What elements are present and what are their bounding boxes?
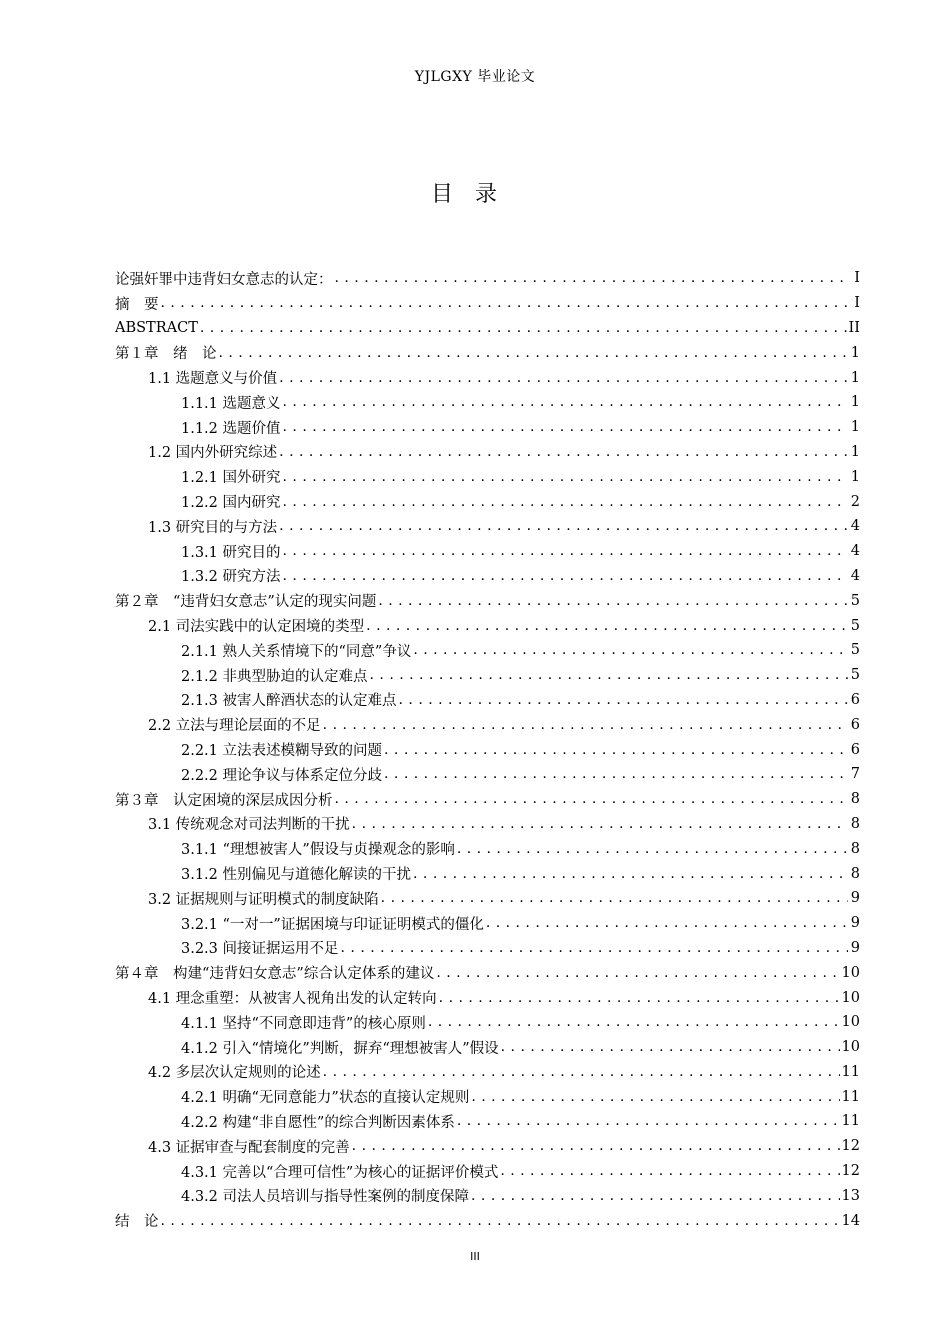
toc-entry-label: 4.2 多层次认定规则的论述 [148,1065,321,1082]
toc-entry-page-number: 8 [850,865,860,882]
table-of-contents [115,266,860,1233]
toc-entry-label: 第３章 认定困境的深层成因分析 [115,792,333,809]
toc-entry-label: 1.1.1 选题意义 [181,395,281,412]
toc-entry[interactable] [115,1060,860,1085]
toc-entry-page-number: 10 [841,1039,860,1056]
toc-entry[interactable] [115,1084,860,1109]
toc-entry-page-number: 5 [850,617,860,634]
toc-entry[interactable] [115,564,860,589]
toc-entry-page-number: 5 [850,642,860,659]
toc-entry-label: 3.2 证据规则与证明模式的制度缺陷 [148,891,379,908]
toc-entry-page-number: 1 [850,419,860,436]
toc-dot-leader [486,914,848,932]
toc-dot-leader [384,741,848,759]
toc-entry-label: 4.3.1 完善以“合理可信性”为核心的证据评价模式 [181,1164,499,1181]
toc-entry-label: 1.2.2 国内研究 [181,495,281,512]
toc-entry-page-number: 5 [850,592,860,609]
toc-entry[interactable] [115,390,860,415]
toc-entry-label: 1.1.2 选题价值 [181,420,281,437]
toc-entry-page-number: 6 [850,741,860,758]
toc-entry[interactable] [115,663,860,688]
toc-entry-label: 2.1.1 熟人关系情境下的“同意”争议 [181,643,412,660]
toc-entry-label: 4.1.2 引入“情境化”判断，摒弃“理想被害人”假设 [181,1040,499,1057]
toc-entry[interactable] [115,340,860,365]
toc-dot-leader [279,369,848,387]
toc-dot-leader [399,691,848,709]
toc-entry-label: 3.1 传统观念对司法判断的干扰 [148,817,350,834]
toc-entry[interactable] [115,712,860,737]
toc-entry-label: 4.1 理念重塑：从被害人视角出发的认定转向 [148,991,437,1007]
toc-entry[interactable] [115,936,860,961]
toc-dot-leader [501,1038,840,1056]
toc-entry[interactable] [115,1159,860,1184]
toc-entry[interactable] [115,638,860,663]
toc-entry-page-number: 9 [850,939,860,956]
toc-dot-leader [381,889,848,907]
toc-dot-leader [335,790,849,808]
toc-dot-leader [341,939,848,957]
toc-entry[interactable] [115,1208,860,1233]
toc-dot-leader [413,865,848,883]
toc-dot-leader [219,344,849,362]
toc-entry-page-number: 10 [841,964,860,981]
toc-entry-label: 4.3 证据审查与配套制度的完善 [148,1139,350,1156]
toc-dot-leader [436,964,839,982]
toc-entry[interactable] [115,415,860,440]
toc-entry-label: 3.2.1 “一对一”证据困境与印证证明模式的僵化 [181,916,484,933]
toc-entry-page-number: 8 [850,815,860,832]
toc-entry[interactable] [115,1183,860,1208]
toc-dot-leader [352,1137,840,1155]
toc-dot-leader [457,840,848,858]
toc-entry-page-number: II [848,319,860,336]
toc-entry-page-number: 2 [850,493,860,510]
toc-dot-leader [323,716,848,734]
toc-entry[interactable] [115,489,860,514]
toc-entry-label: 1.2.1 国外研究 [181,470,281,487]
toc-entry-page-number: 1 [850,443,860,460]
toc-entry-label: ABSTRACT [115,319,198,336]
toc-entry-page-number: 5 [850,667,860,684]
page-number: III [470,1250,480,1263]
toc-entry-label: 1.1 选题意义与价值 [148,371,278,388]
toc-entry-page-number: 12 [841,1163,860,1180]
toc-dot-leader [161,294,849,312]
toc-entry[interactable] [115,266,860,291]
toc-dot-leader [500,1162,839,1180]
toc-entry-label: 2.2.2 理论争议与体系定位分歧 [181,767,383,784]
page-title: 目录 [430,182,519,207]
toc-dot-leader [428,1013,840,1031]
toc-entry[interactable] [115,836,860,861]
toc-dot-leader [283,393,848,411]
toc-dot-leader [471,1187,840,1205]
toc-dot-leader [283,493,848,511]
toc-entry-label: 2.2 立法与理论层面的不足 [148,718,321,735]
toc-entry-label: 3.2.3 间接证据运用不足 [181,941,339,958]
toc-entry-label: 2.1.3 被害人醉酒状态的认定难点 [181,693,397,710]
toc-entry[interactable] [115,737,860,762]
toc-entry-page-number: 11 [841,1088,860,1105]
toc-entry-page-number: 1 [850,369,860,386]
toc-entry-page-number: 6 [850,691,860,708]
toc-entry[interactable] [115,1109,860,1134]
toc-entry[interactable] [115,588,860,613]
toc-entry[interactable] [115,365,860,390]
toc-entry[interactable] [115,514,860,539]
toc-dot-leader [200,319,847,337]
toc-dot-leader [352,815,848,833]
toc-entry-label: 2.2.1 立法表述模糊导致的问题 [181,743,383,760]
toc-entry-page-number: I [854,270,860,287]
toc-entry-page-number: 11 [841,1113,860,1130]
toc-entry-label: 3.1.2 性别偏见与道德化解读的干扰 [181,867,412,884]
toc-entry-page-number: 8 [850,840,860,857]
toc-entry-page-number: 10 [841,1014,860,1031]
toc-entry[interactable] [115,291,860,316]
toc-dot-leader [471,1088,839,1106]
toc-dot-leader [413,641,848,659]
toc-dot-leader [279,517,848,535]
toc-dot-leader [366,617,848,635]
toc-entry-page-number: 9 [850,890,860,907]
toc-entry[interactable] [115,911,860,936]
toc-entry-label: 2.1 司法实践中的认定困境的类型 [148,619,365,636]
toc-entry[interactable] [115,1035,860,1060]
toc-dot-leader [283,567,848,585]
toc-entry[interactable] [115,787,860,812]
toc-entry[interactable] [115,688,860,713]
toc-entry[interactable] [115,464,860,489]
toc-entry-page-number: 6 [850,716,860,733]
toc-dot-leader [439,989,840,1007]
toc-entry-page-number: 1 [850,394,860,411]
toc-dot-leader [378,592,848,610]
toc-entry-page-number: 7 [850,766,860,783]
toc-entry[interactable] [115,812,860,837]
toc-entry-page-number: 4 [850,543,860,560]
toc-entry[interactable] [115,861,860,886]
toc-dot-leader [161,1212,840,1230]
toc-dot-leader [283,418,848,436]
toc-entry-label: 第４章 构建“违背妇女意志”综合认定体系的建议 [115,966,435,983]
toc-entry-page-number: 14 [841,1212,860,1229]
toc-dot-leader [323,1063,840,1081]
toc-entry[interactable] [115,762,860,787]
toc-entry-page-number: 1 [850,468,860,485]
toc-entry[interactable] [115,539,860,564]
toc-entry-page-number: 12 [841,1138,860,1155]
running-header: YJLGXY 毕业论文 [414,69,536,85]
toc-dot-leader [283,468,848,486]
toc-entry-label: 摘 要 [115,296,159,313]
toc-entry[interactable] [115,440,860,465]
toc-entry-page-number: 11 [841,1063,860,1080]
toc-dot-leader [457,1112,840,1130]
toc-entry-label: 结 论 [115,1214,159,1231]
toc-entry-label: 第１章 绪 论 [115,346,217,363]
toc-entry[interactable] [115,985,860,1010]
toc-entry[interactable] [115,960,860,985]
toc-dot-leader [335,269,849,287]
toc-entry-label: 4.2.1 明确“无同意能力”状态的直接认定规则 [181,1090,470,1107]
toc-entry[interactable] [115,886,860,911]
toc-entry-page-number: 4 [850,567,860,584]
toc-entry-page-number: 13 [841,1187,860,1204]
toc-dot-leader [384,765,848,783]
toc-entry-label: 4.2.2 构建“非自愿性”的综合判断因素体系 [181,1114,455,1131]
toc-entry-label: 第２章 “违背妇女意志”认定的现实问题 [115,594,377,611]
toc-entry[interactable] [115,1010,860,1035]
toc-entry[interactable] [115,613,860,638]
toc-entry-label: 4.1.1 坚持“不同意即违背”的核心原则 [181,1015,426,1032]
toc-entry-label: 1.3.2 研究方法 [181,569,281,586]
toc-entry-label: 1.3 研究目的与方法 [148,519,278,536]
toc-dot-leader [370,666,848,684]
toc-entry-label: 1.3.1 研究目的 [181,544,281,561]
toc-entry[interactable] [115,316,860,341]
toc-entry-page-number: 4 [850,518,860,535]
toc-entry-label: 4.3.2 司法人员培训与指导性案例的制度保障 [181,1189,470,1206]
toc-entry-label: 论强奸罪中违背妇女意志的认定： [115,271,333,288]
toc-entry-page-number: 8 [850,791,860,808]
toc-entry-page-number: 9 [850,915,860,932]
toc-entry-page-number: 1 [850,344,860,361]
toc-dot-leader [283,542,848,560]
toc-entry-label: 1.2 国内外研究综述 [148,445,278,462]
toc-entry-label: 3.1.1 “理想被害人”假设与贞操观念的影响 [181,842,455,859]
toc-dot-leader [279,443,848,461]
toc-entry[interactable] [115,1134,860,1159]
toc-entry-page-number: I [854,295,860,312]
toc-entry-label: 2.1.2 非典型胁迫的认定难点 [181,668,368,685]
toc-entry-page-number: 10 [841,989,860,1006]
